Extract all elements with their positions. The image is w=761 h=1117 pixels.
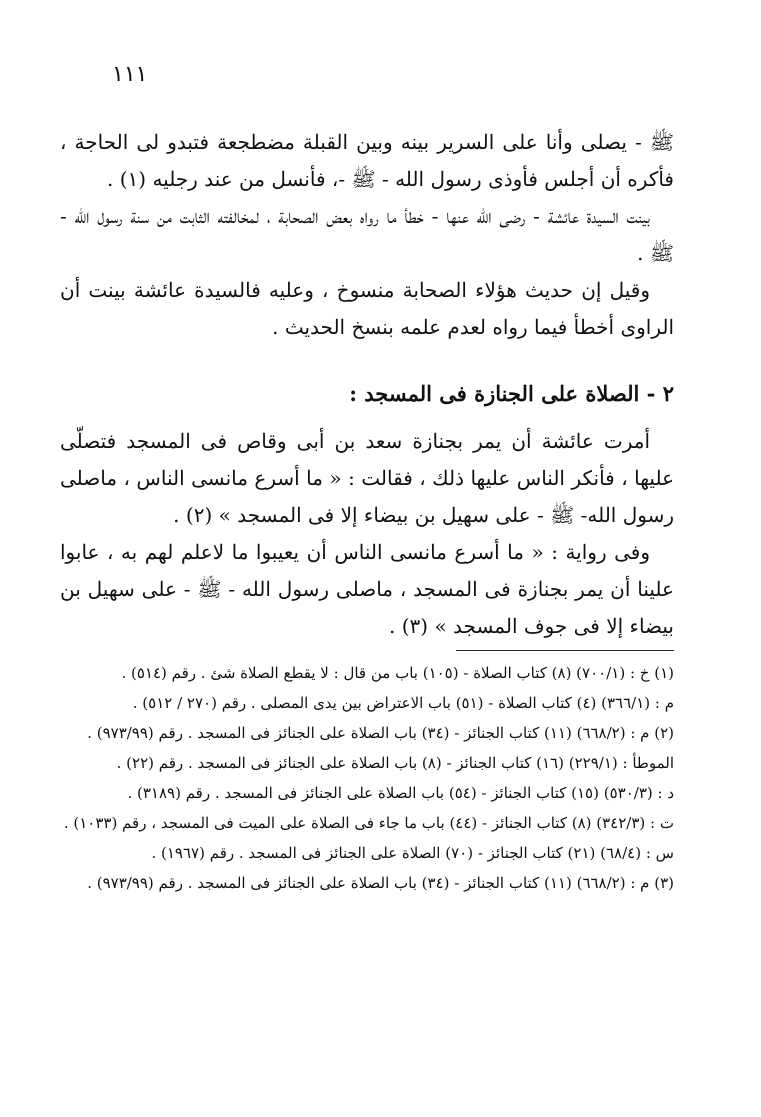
paragraph-5: وفى رواية : « ما أسرع مانسى الناس أن يعيبوا ما لاعلم لهم به ، عابوا علينا أن يمر بجنازة فى المسجد ، ماصلى رسول الله - ﷺ - على سهيل بن بيضاء إلا فى جوف المسجد » (٣) .: [60, 540, 674, 638]
footnote-2: (٢) م : (٦٦٨/٢) (١١) كتاب الجنائز - (٣٤) باب الصلاة على الجنائز فى المسجد . رقم (٩٧٣/٩٩) .: [87, 724, 674, 742]
paragraph-1: ﷺ - يصلى وأنا على السرير بينه وبين القبلة مضطجعة فتبدو لى الحاجة ، فأكره أن أجلس فأوذى رسول الله - ﷺ -، فأنسل من عند رجليه (١) .: [60, 130, 674, 191]
footnote-1-muslim: م : (٣٦٦/١) (٤) كتاب الصلاة - (٥١) باب الاعتراض بين يدى المصلى . رقم (٢٧٠ / ٥١٢) .: [132, 694, 674, 712]
footnote-2-muwatta: الموطأ : (٢٢٩/١) (١٦) كتاب الجنائز - (٨) باب الصلاة على الجنائز فى المسجد . رقم (٢٢) .: [116, 754, 674, 772]
footnotes: [60, 660, 674, 900]
paragraph-3: وقيل إن حديث هؤلاء الصحابة منسوخ ، وعليه فالسيدة عائشة بينت أن الراوى أخطأ فيما رواه لعدم علمه بنسخ الحديث .: [60, 278, 674, 339]
page-number: ١١١: [112, 62, 148, 87]
main-text-upper: [60, 124, 674, 346]
footnote-2-abudawud: د : (٥٣٠/٣) (١٥) كتاب الجنائز - (٥٤) باب الصلاة على الجنائز فى المسجد . رقم (٣١٨٩) .: [127, 784, 674, 802]
paragraph-2: بينت السيدة عائشة - رضى الله عنها - خطأ ما رواه بعض الصحابة ، لمخالفته الثابت من سنة رسول الله - ﷺ .: [60, 204, 674, 265]
footnote-2-nasai: س : (٦٨/٤) (٢١) كتاب الجنائز - (٧٠) الصلاة على الجنائز فى المسجد . رقم (١٩٦٧) .: [151, 844, 674, 862]
paragraph-4: أمرت عائشة أن يمر بجنازة سعد بن أبى وقاص فى المسجد فتصلّى عليها ، فأنكر الناس عليها ذلك ، فقالت : « ما أسرع مانسى الناس ، ماصلى رسول الله- ﷺ - على سهيل بن بيضاء إلا فى المسجد » (٢) .: [60, 429, 674, 527]
footnote-1: (١) خ : (٧٠٠/١) (٨) كتاب الصلاة - (١٠٥) باب من قال : لا يقطع الصلاة شئ . رقم (٥١٤) .: [121, 664, 674, 682]
footnote-3: (٣) م : (٦٦٨/٢) (١١) كتاب الجنائز - (٣٤) باب الصلاة على الجنائز فى المسجد . رقم (٩٧٣/٩٩) .: [87, 874, 674, 892]
section-heading: ٢ - الصلاة على الجنازة فى المسجد :: [349, 381, 674, 406]
footnote-separator: [456, 650, 674, 651]
footnote-2-tirmidhi: ت : (٣٤٢/٣) (٨) كتاب الجنائز - (٤٤) باب ما جاء فى الصلاة على الميت فى المسجد ، رقم (١٠٣٣) .: [63, 814, 674, 832]
main-text-lower: [60, 423, 674, 645]
